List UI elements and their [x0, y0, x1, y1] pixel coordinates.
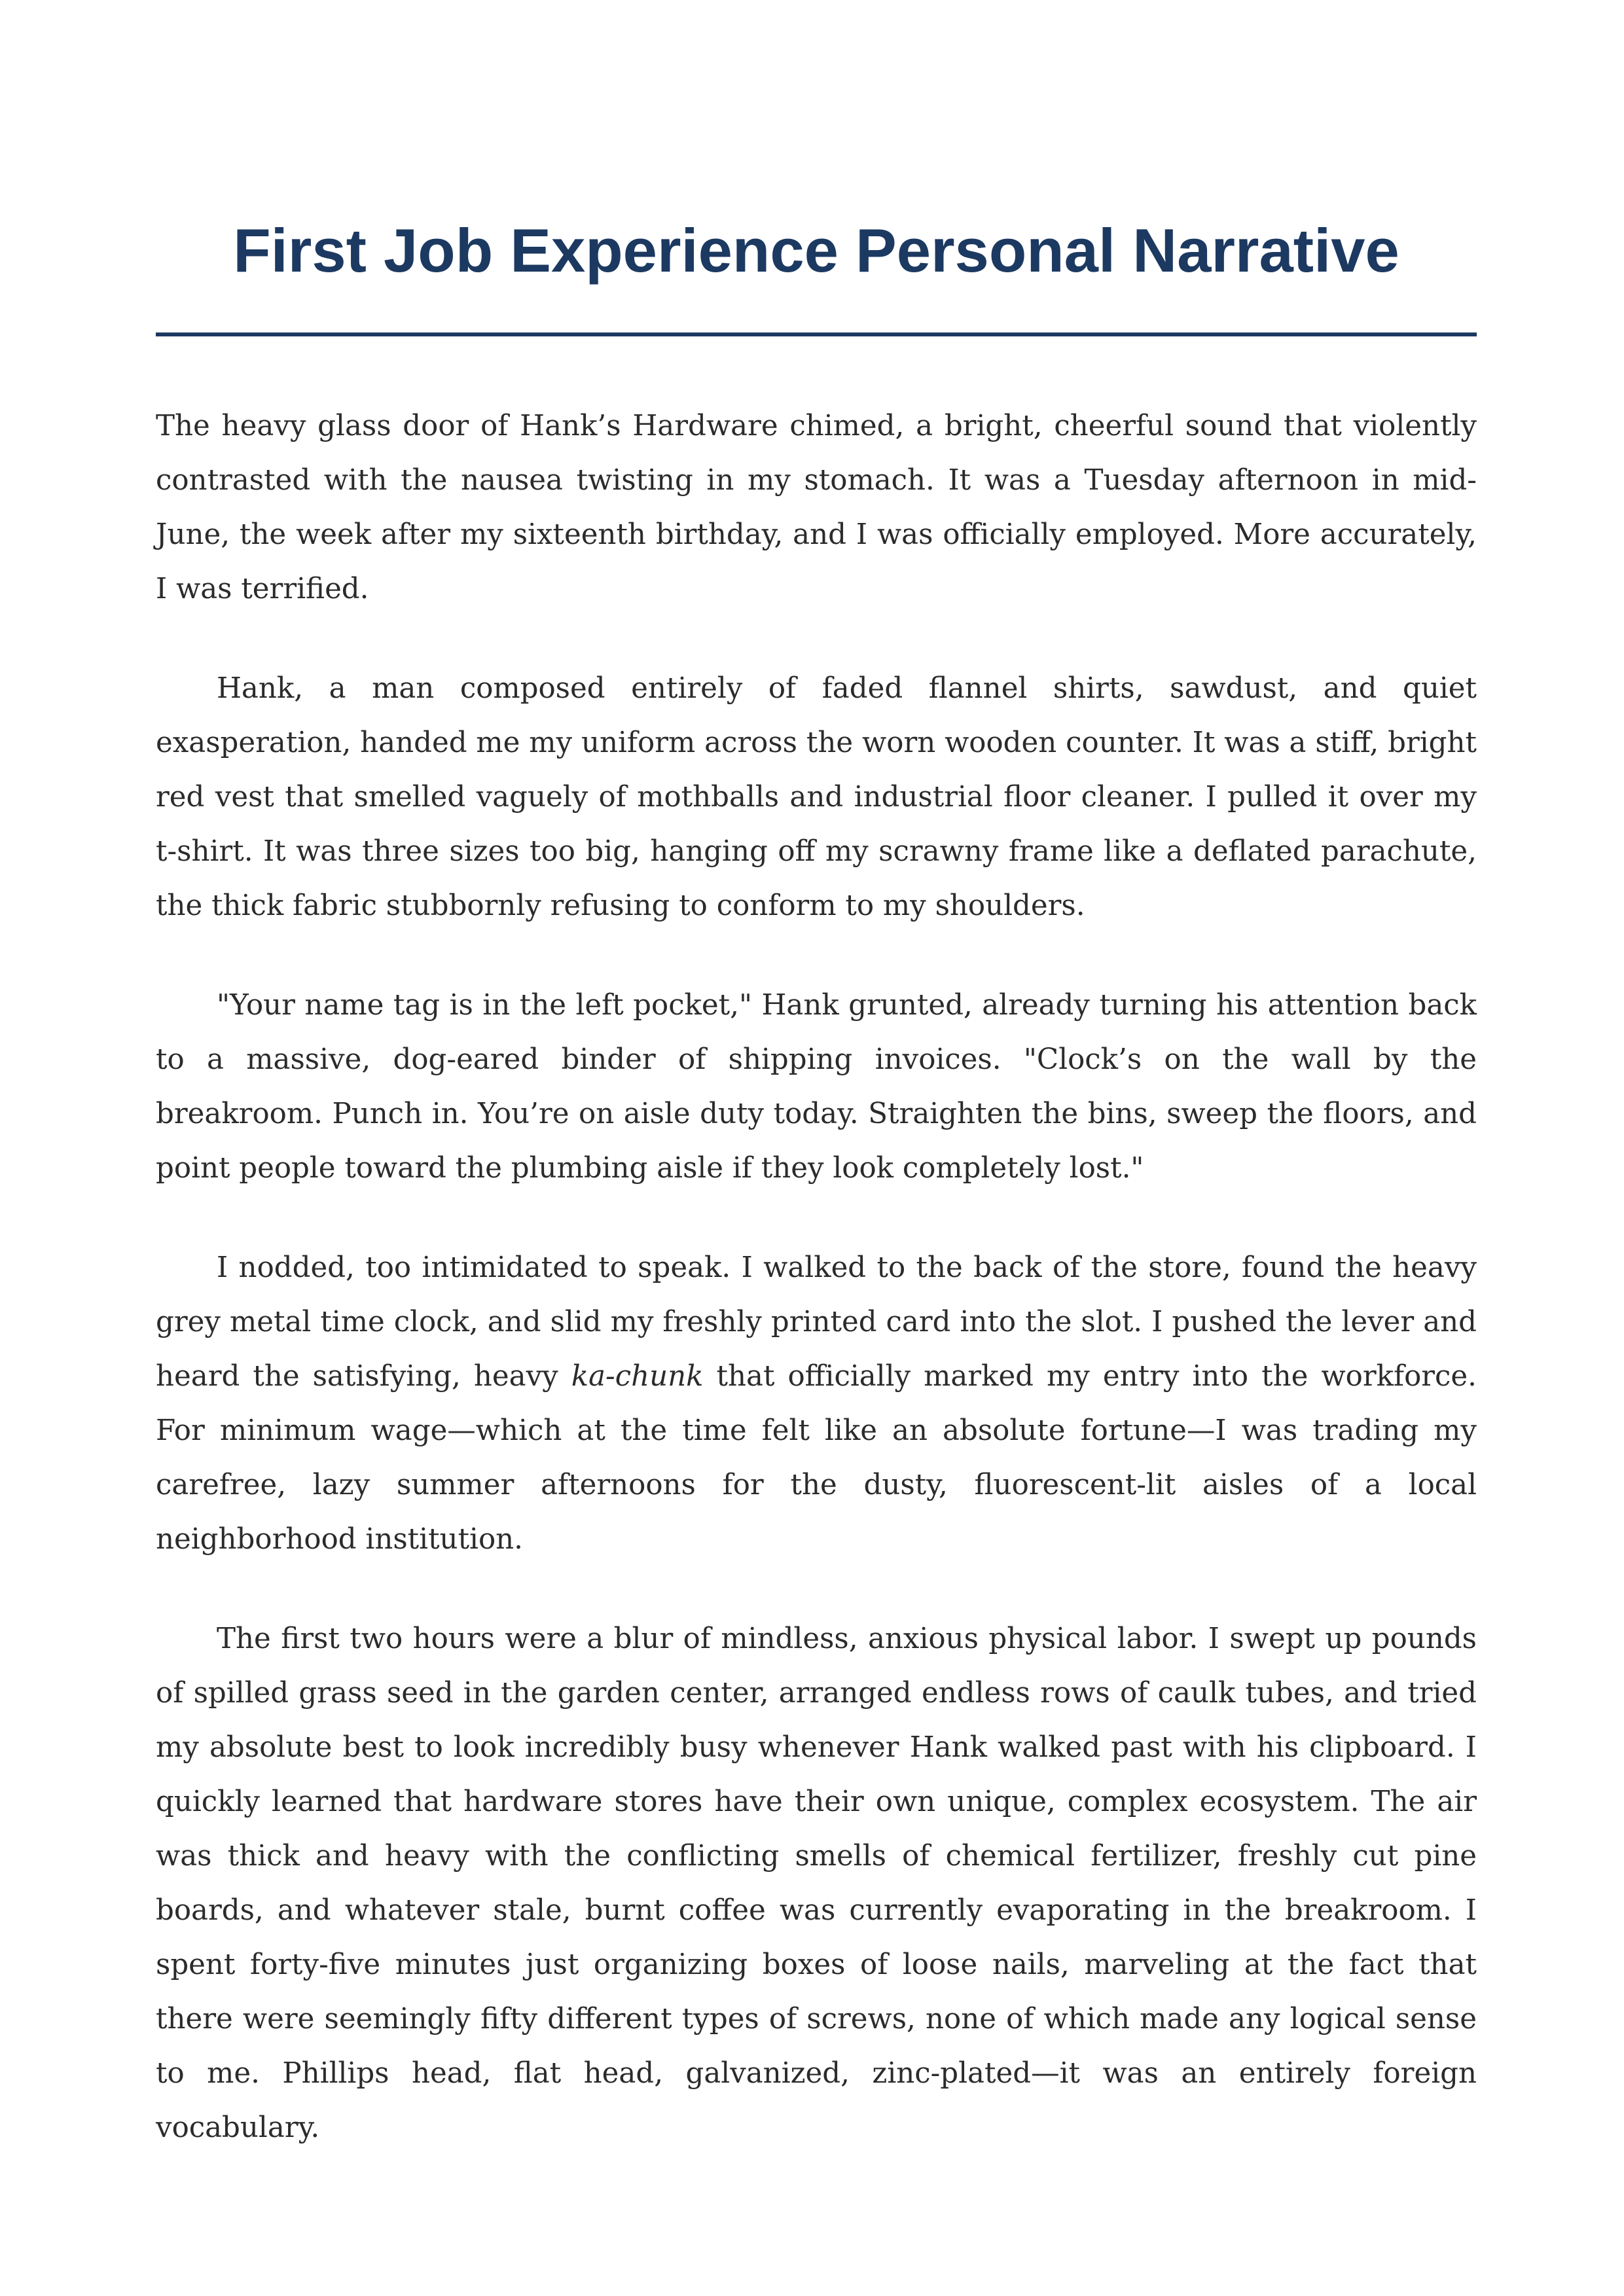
paragraph-3: "Your name tag is in the left pocket," Hank grunted, already turning his attention back to a massive, dog-eared binder of shipping invoices. "Clock’s on the wall by the breakroom. Punch in. You’re on aisle duty today. Straighten the bins, sweep the floors, and point people toward the plumbing aisle if they look completely lost." — [156, 989, 1477, 1185]
paragraph-1: The heavy glass door of Hank’s Hardware chimed, a bright, cheerful sound that violently contrasted with the nausea twisting in my stomach. It was a Tuesday afternoon in mid-June, the week after my sixteenth birthday, and I was officially employed. More accurately, I was terrified. — [156, 410, 1477, 605]
page-title: First Job Experience Personal Narrative — [233, 216, 1399, 285]
narrative-body — [156, 399, 1477, 2200]
paragraph-4-text-after: that officially marked my entry into the workforce. For minimum wage—which at the time felt like an absolute fortune—I was trading my carefree, lazy summer afternoons for the dusty, fluorescent-lit aisles of a local neighborhood institution. — [156, 1360, 1477, 1556]
paragraph-4 — [156, 1241, 1477, 1567]
title-divider — [156, 332, 1477, 336]
paragraph-2: Hank, a man composed entirely of faded flannel shirts, sawdust, and quiet exasperation, handed me my uniform across the worn wooden counter. It was a stiff, bright red vest that smelled vaguely of mothballs and industrial floor cleaner. I pulled it over my t-shirt. It was three sizes too big, hanging off my scrawny frame like a deflated parachute, the thick fabric stubbornly refusing to conform to my shoulders. — [156, 672, 1477, 922]
paragraph-4-text-before: I nodded, too intimidated to speak. I walked to the back of the store, found the heavy grey metal time clock, and slid my freshly printed card into the slot. I pushed the lever and heard the satisfying, heavy — [156, 1251, 1477, 1393]
paragraph-5: The first two hours were a blur of mindless, anxious physical labor. I swept up pounds of spilled grass seed in the garden center, arranged endless rows of caulk tubes, and tried my absolute best to look incredibly busy whenever Hank walked past with his clipboard. I quickly learned that hardware stores have their own unique, complex ecosystem. The air was thick and heavy with the conflicting smells of chemical fertilizer, freshly cut pine boards, and whatever stale, burnt coffee was currently evaporating in the breakroom. I spent forty-five minutes just organizing boxes of loose nails, marveling at the fact that there were seemingly fifty different types of screws, none of which made any logical sense to me. Phillips head, flat head, galvanized, zinc-plated—it was an entirely foreign vocabulary. — [156, 1623, 1477, 2144]
paragraph-4-emphasis: ka-chunk — [571, 1360, 704, 1393]
